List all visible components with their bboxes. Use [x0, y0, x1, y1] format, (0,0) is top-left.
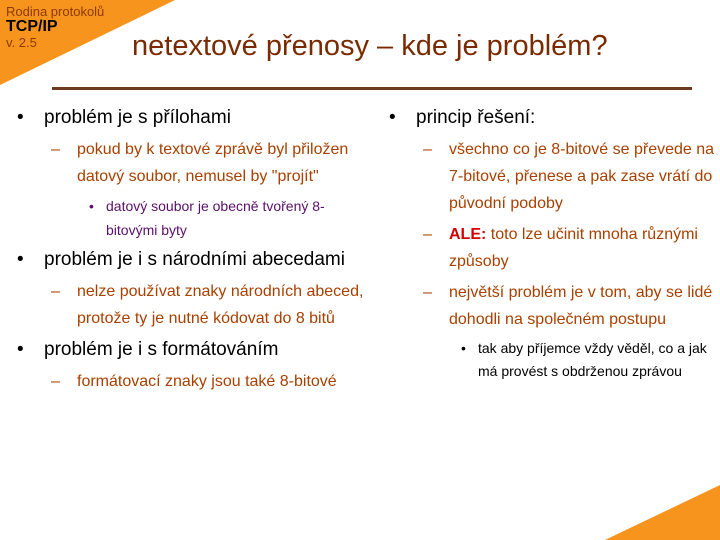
bullet-dot-icon: •	[461, 340, 466, 356]
bullet-dot-icon: •	[389, 107, 396, 128]
course-badge	[6, 5, 104, 49]
slide-title: netextové přenosy – kde je problém?	[132, 30, 608, 62]
dash-icon: –	[51, 141, 60, 158]
left-column	[14, 104, 374, 399]
sub-bullet-attachment-detail: – pokud by k textové zprávě byl přiložen datový soubor, nemusel by "projít"	[29, 136, 374, 190]
dash-icon: –	[51, 283, 60, 300]
sub-bullet-ale: – ALE: toto lze učinit mnoha různými způsoby	[401, 221, 716, 275]
sub-bullet-conversion: – všechno co je 8-bitové se převede na 7-bitové, přenese a pak zase vrátí do původní podoby	[401, 136, 716, 217]
bullet-dot-icon: •	[89, 198, 94, 214]
bullet-national-alphabets: • problém je i s národními abecedami	[14, 246, 374, 273]
bullet-dot-icon: •	[17, 339, 24, 360]
subsub-bullet-recipient: • tak aby příjemce vždy věděl, co a jak má provést s obdrženou zprávou	[386, 337, 716, 383]
bullet-attachments: • problém je s přílohami	[14, 104, 374, 131]
subsub-bullet-binary-file: • datový soubor je obecně tvořený 8-bitovými byty	[14, 194, 374, 242]
dash-icon: –	[423, 141, 432, 158]
badge-series: Rodina protokolů	[6, 4, 105, 19]
badge-version: v. 2.5	[6, 35, 37, 50]
corner-decoration-bottom-right	[605, 485, 720, 540]
dash-icon: –	[423, 284, 432, 301]
sub-bullet-agreement: – největší problém je v tom, aby se lidé dohodli na společném postupu	[401, 279, 716, 333]
right-column	[386, 104, 716, 383]
bullet-formatting: • problém je i s formátováním	[14, 336, 374, 363]
title-divider	[52, 87, 692, 90]
dash-icon: –	[423, 226, 432, 243]
badge-name: TCP/IP	[6, 18, 58, 35]
sub-bullet-alphabets-detail: – nelze používat znaky národních abeced, protože ty je nutné kódovat do 8 bitů	[29, 278, 374, 332]
bullet-solution-principle: • princip řešení:	[386, 104, 716, 131]
sub-bullet-formatting-detail: – formátovací znaky jsou také 8-bitové	[29, 368, 374, 395]
bullet-dot-icon: •	[17, 107, 24, 128]
bullet-dot-icon: •	[17, 249, 24, 270]
ale-label: ALE:	[449, 226, 487, 243]
dash-icon: –	[51, 373, 60, 390]
